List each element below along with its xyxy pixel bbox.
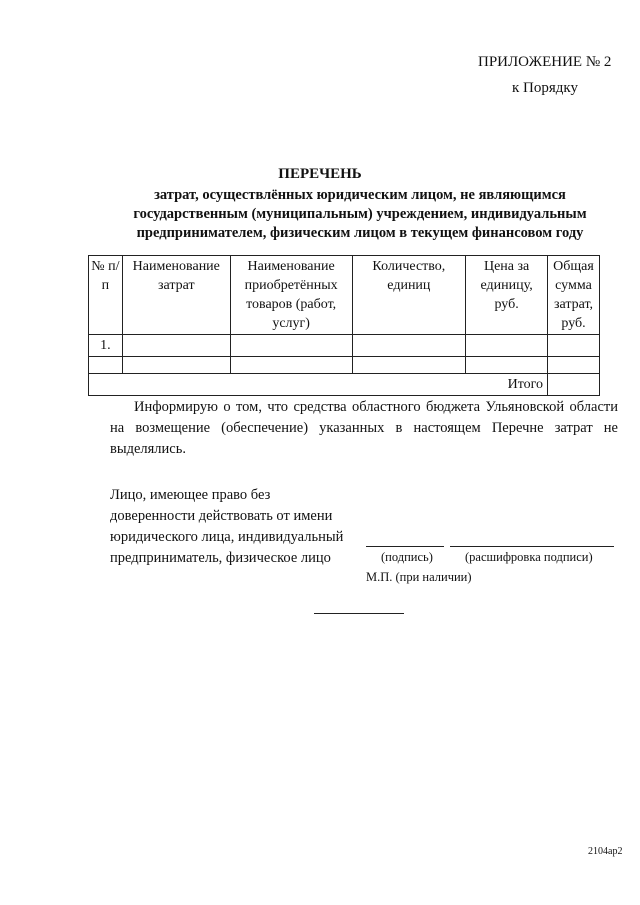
cell-cost-name[interactable] xyxy=(122,335,230,357)
signature-line[interactable] xyxy=(366,546,444,547)
decoding-line[interactable] xyxy=(450,546,614,547)
cell-number[interactable] xyxy=(89,357,123,374)
cell-number[interactable]: 1. xyxy=(89,335,123,357)
decoding-caption: (расшифровка подписи) xyxy=(465,550,593,564)
cell-unit-price[interactable] xyxy=(466,335,548,357)
col-header-total-sum: Общая сумма затрат, руб. xyxy=(548,256,600,335)
signature-caption: (подпись) xyxy=(381,550,433,564)
document-subtitle: затрат, осуществлённых юридическим лицом, не являющимся государственным (муниципальным) учреждением, индивидуальным предпринимателем, физическим лицом в текущем финансовом году xyxy=(133,187,587,241)
info-paragraph xyxy=(110,397,618,460)
cell-goods-name[interactable] xyxy=(230,335,352,357)
info-text: Информирую о том, что средства областного бюджета Ульяновской области на возмещение (обеспечение) указанных в настоящем Перечне затрат не выделялись. xyxy=(110,399,618,457)
appendix-reference: к Порядку xyxy=(512,80,578,96)
cell-cost-name[interactable] xyxy=(122,357,230,374)
total-label: Итого xyxy=(89,374,548,396)
total-value[interactable] xyxy=(548,374,600,396)
seal-caption: М.П. (при наличии) xyxy=(366,570,472,584)
table-row xyxy=(89,357,600,374)
table-total-row xyxy=(89,374,600,396)
col-header-quantity: Количество, единиц xyxy=(352,256,466,335)
table-row xyxy=(89,335,600,357)
separator-line xyxy=(314,613,404,614)
document-title: ПЕРЕЧЕНЬ xyxy=(278,166,362,182)
cell-goods-name[interactable] xyxy=(230,357,352,374)
cell-total-sum[interactable] xyxy=(548,357,600,374)
col-header-number: № п/п xyxy=(89,256,123,335)
costs-table xyxy=(88,255,600,396)
cell-quantity[interactable] xyxy=(352,357,466,374)
col-header-goods-name: Наименование приобретённых товаров (работ, услуг) xyxy=(230,256,352,335)
cell-unit-price[interactable] xyxy=(466,357,548,374)
col-header-unit-price: Цена за единицу, руб. xyxy=(466,256,548,335)
table-header-row xyxy=(89,256,600,335)
cell-quantity[interactable] xyxy=(352,335,466,357)
signer-description: Лицо, имеющее право без доверенности действовать от имени юридического лица, индивидуальный предприниматель, физическое лицо xyxy=(110,487,344,566)
footer-code: 2104ар2 xyxy=(588,846,623,857)
appendix-number: ПРИЛОЖЕНИЕ № 2 xyxy=(478,54,612,70)
col-header-cost-name: Наименование затрат xyxy=(122,256,230,335)
cell-total-sum[interactable] xyxy=(548,335,600,357)
